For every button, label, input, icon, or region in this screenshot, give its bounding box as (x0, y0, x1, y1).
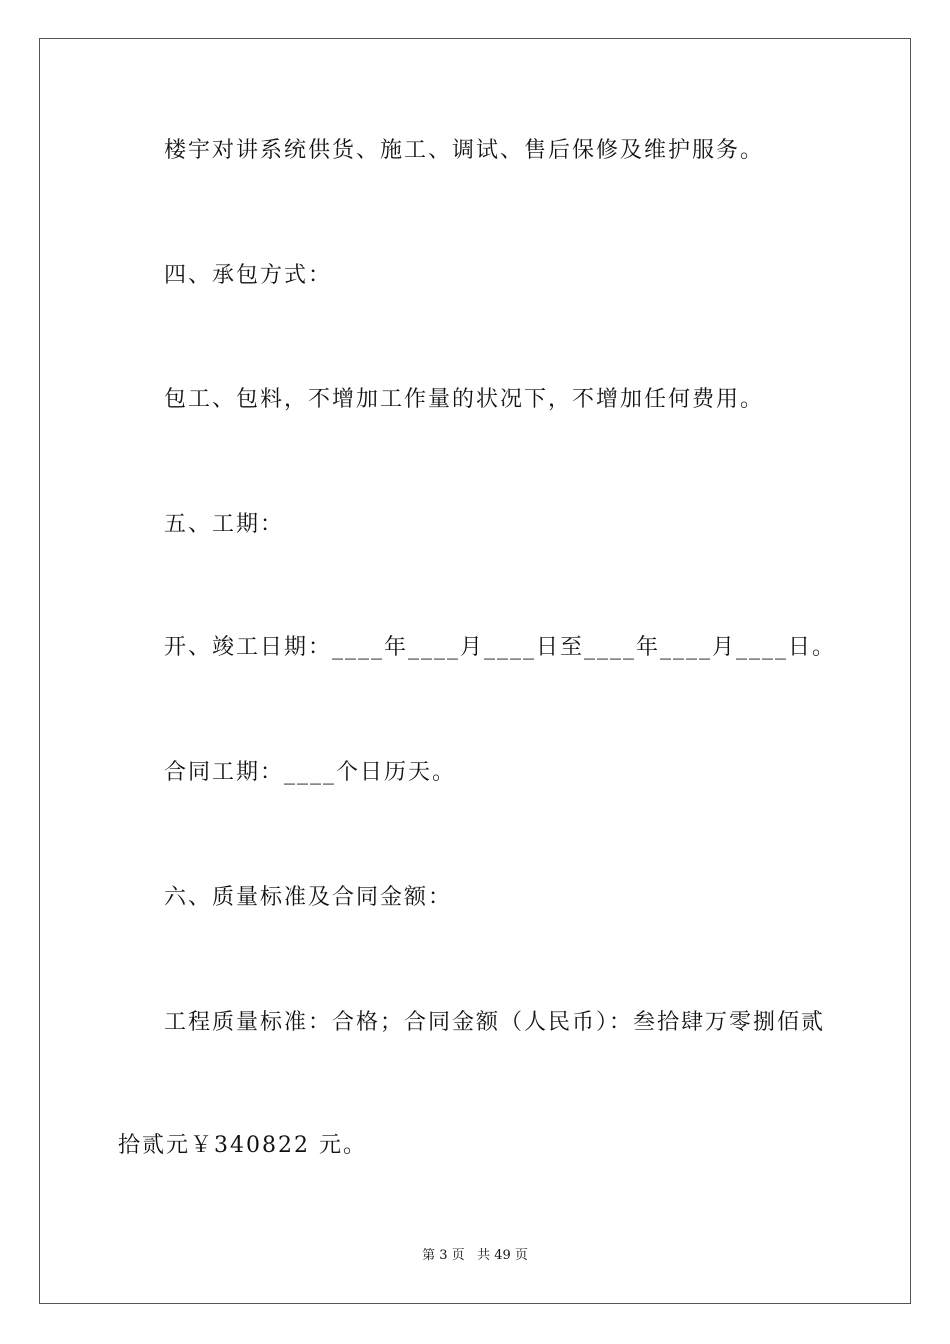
paragraph-service-scope: 楼宇对讲系统供货、施工、调试、售后保修及维护服务。 (164, 138, 765, 163)
heading-schedule: 五、工期： (164, 512, 285, 537)
heading-contract-mode: 四、承包方式： (164, 263, 333, 288)
heading-quality-and-amount: 六、质量标准及合同金额： (164, 885, 453, 910)
page-footer: 第 3 页 共 49 页 (422, 1248, 528, 1263)
page-border (39, 38, 911, 1304)
paragraph-contract-mode: 包工、包料，不增加工作量的状况下，不增加任何费用。 (164, 387, 765, 412)
paragraph-amount-continued: 拾贰元￥340822 元。 (118, 1133, 367, 1158)
paragraph-quality-amount: 工程质量标准：合格；合同金额（人民币）：叁拾肆万零捌佰贰 (164, 1010, 826, 1035)
paragraph-start-end-dates: 开、竣工日期：____年____月____日至____年____月____日。 (164, 635, 837, 660)
paragraph-contract-duration: 合同工期：____个日历天。 (164, 760, 457, 785)
